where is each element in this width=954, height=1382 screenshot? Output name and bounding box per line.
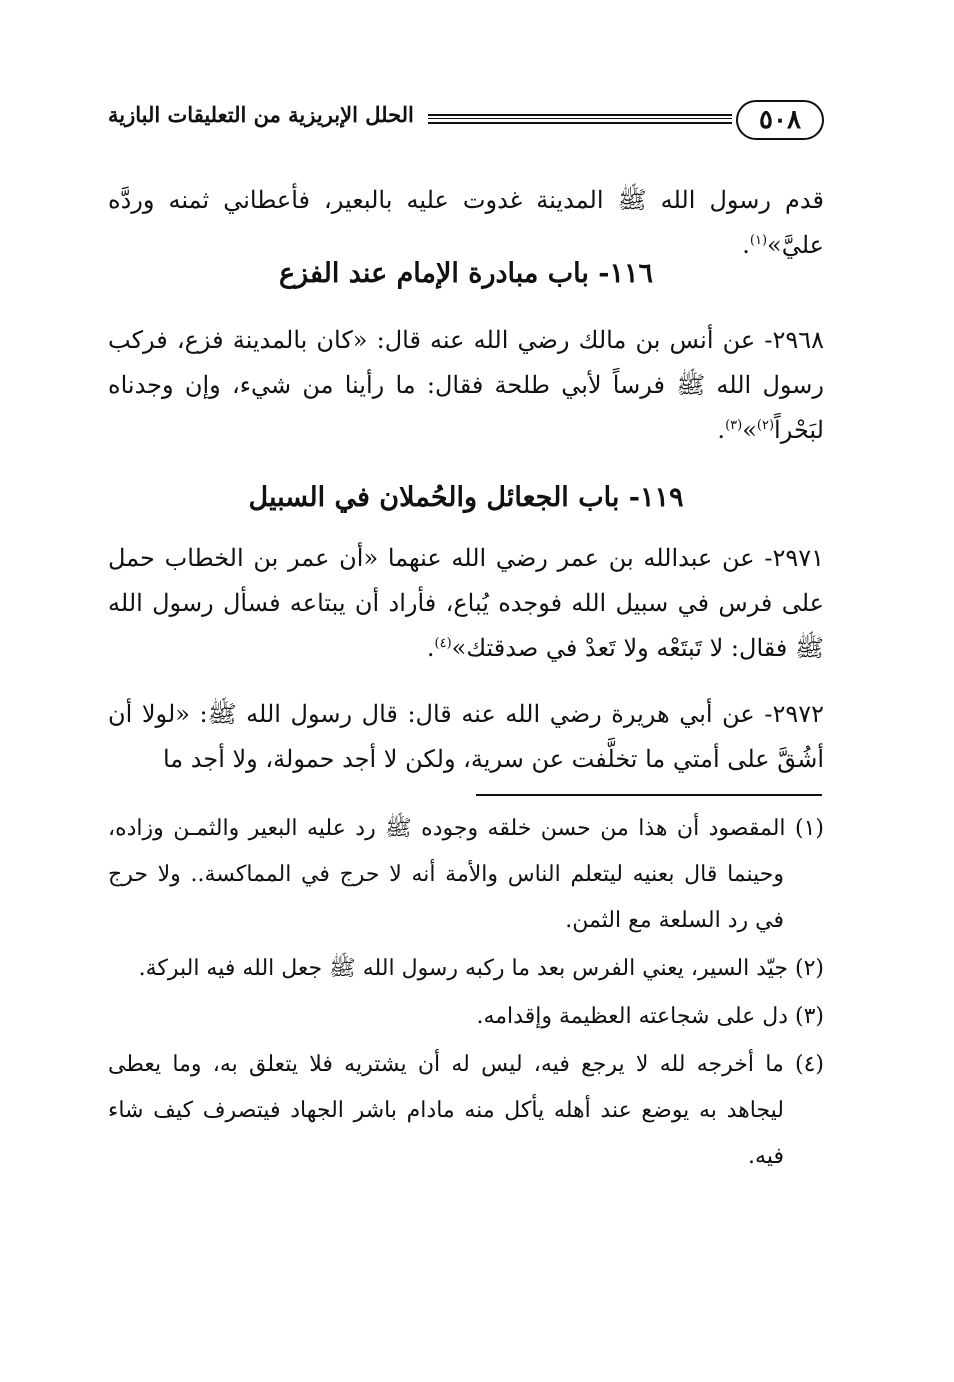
intro-end: . xyxy=(742,231,750,259)
footnote-ref-2: (٢) xyxy=(756,418,775,433)
section-heading-119: ١١٩- باب الجعائل والحُملان في السبيل xyxy=(248,482,684,513)
page-number: ٥٠٨ xyxy=(759,105,801,135)
page-header xyxy=(108,92,824,152)
hadith-2971-end: . xyxy=(426,634,435,662)
hadith-2971 xyxy=(108,536,824,671)
header-rule xyxy=(428,114,732,124)
running-title: الحلل الإبريزية من التعليقات البازية xyxy=(108,102,414,127)
footnotes xyxy=(108,806,824,1182)
footnote-ref-1: (١) xyxy=(749,233,768,248)
footnote-4: (٤) ما أخرجه لله لا يرجع فيه، ليس له أن يشتريه فلا يتعلق به، وما يعطى ليجاهد به يوضع عند أهله يأكل منه مادام باشر الجهاد فيتصرف كيف شاء فيه. xyxy=(108,1052,824,1169)
hadith-2968-end: . xyxy=(717,416,726,444)
footnote-3: (٣) دل على شجاعته العظيمة وإقدامه. xyxy=(476,1004,824,1029)
footnote-separator xyxy=(476,794,822,796)
footnote-ref-3: (٣) xyxy=(725,418,743,433)
hadith-2968 xyxy=(108,318,824,453)
hadith-2968-text: ٢٩٦٨- عن أنس بن مالك رضي الله عنه قال: «كان بالمدينة فزع، فركب رسول الله ﷺ فرساً لأبي طلحة فقال: ما رأينا من شيء، وإن وجدناه لبَحْراً xyxy=(108,326,824,444)
hadith-2972-text: ٢٩٧٢- عن أبي هريرة رضي الله عنه قال: قال رسول الله ﷺ: «لولا أن أشُقَّ على أمتي ما تخلَّفت عن سرية، ولكن لا أجد حمولة، ولا أجد ما xyxy=(108,700,824,773)
hadith-2971-text: ٢٩٧١- عن عبدالله بن عمر رضي الله عنهما «أن عمر بن الخطاب حمل على فرس في سبيل الله فوجده يُباع، فأراد أن يبتاعه فسأل رسول الله ﷺ فقال: لا تَبتَعْه ولا تَعدْ في صدقتك» xyxy=(108,544,824,662)
footnote-2: (٢) جيّد السير، يعني الفرس بعد ما ركبه رسول الله ﷺ جعل الله فيه البركة. xyxy=(138,956,824,981)
page-number-badge xyxy=(736,100,824,140)
footnote-1: (١) المقصود أن هذا من حسن خلقه وجوده ﷺ رد عليه البعير والثمـن وزاده، وحينما قال بعنيه ليتعلم الناس والأمة أنه لا حرج في المماكسة.. ولا حرج في رد السلعة مع الثمن. xyxy=(108,816,824,933)
section-heading-116: ١١٦- باب مبادرة الإمام عند الفزع xyxy=(278,258,654,289)
intro-text: قدم رسول الله ﷺ المدينة غدوت عليه بالبعير، فأعطاني ثمنه وردَّه عليَّ» xyxy=(108,186,824,259)
hadith-2968-close: » xyxy=(742,416,757,444)
footnote-ref-4: (٤) xyxy=(434,636,452,651)
hadith-2972 xyxy=(108,692,824,782)
